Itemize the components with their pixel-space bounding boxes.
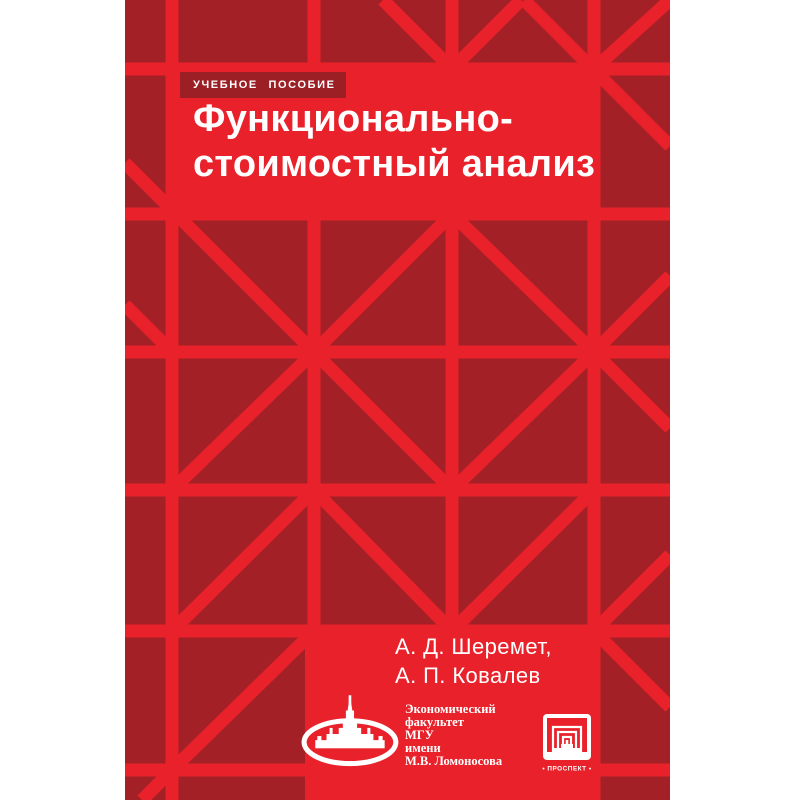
faculty-text: [405, 703, 502, 768]
book-cover: [125, 0, 670, 800]
prospekt-logo-icon: [538, 714, 596, 778]
faculty-line: МГУ: [405, 728, 434, 742]
title-line-1: Функционально-: [193, 98, 514, 140]
top-label: УЧЕБНОЕ ПОСОБИЕ: [193, 79, 336, 91]
publisher-name: • ПРОСПЕКТ •: [542, 765, 592, 773]
book-authors: [395, 632, 552, 690]
author-line-2: А. П. Ковалев: [395, 663, 541, 688]
faculty-line: факультет: [405, 715, 464, 729]
faculty-line: М.В. Ломоносова: [405, 754, 503, 768]
msu-emblem-icon: [301, 692, 403, 774]
title-line-2: стоимостный анализ: [193, 143, 596, 185]
faculty-line: имени: [405, 741, 441, 755]
page-title: [193, 97, 595, 187]
author-line-1: А. Д. Шеремет,: [395, 634, 552, 659]
top-label-box: [180, 72, 346, 98]
faculty-line: Экономический: [405, 702, 496, 716]
